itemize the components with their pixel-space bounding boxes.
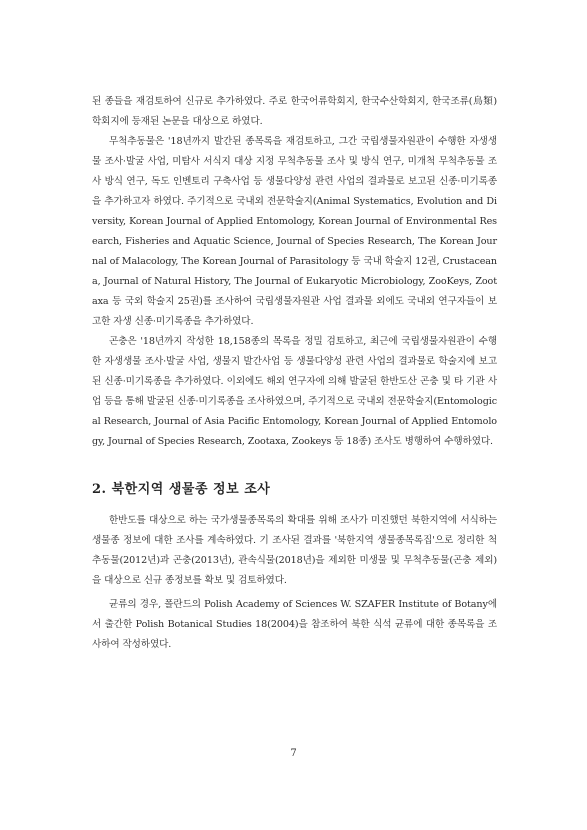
paragraph-vertebrate-sources: 된 종들을 재검토하여 신규로 추가하였다. 주로 한국어류학회지, 한국수산학회지, 한국조류(鳥類)학회지에 등재된 논문을 대상으로 하였다. xyxy=(92,96,497,127)
paragraph-fungi: 균류의 경우, 폴란드의 Polish Academy of Sciences W. SZAFER Institute of Botany에서 출간한 Polish Botanical Studies 18(2004)을 참조하여 북한 식석 균류에 대한 종목록을 조사하여 작성하였다. xyxy=(92,599,497,650)
document-page xyxy=(92,92,497,655)
page-number: 7 xyxy=(290,748,297,759)
section-title: 2. 북한지역 생물종 정보 조사 xyxy=(92,482,271,497)
paragraph-insects: 곤충은 '18년까지 작성한 18,158종의 목록을 정밀 검토하고, 최근에 국립생물자원관이 수행한 자생생물 조사·발굴 사업, 생물지 발간사업 등 생물다양성 관련 사업의 결과물로 학술지에 보고된 신종·미기록종을 추가하였다. 이외에도 해외 연구자에 의해 발굴된 한반도산 곤충 및 타 기관 사업 등을 통해 발굴된 신종·미기록종을 조사하였으며, 주기적으로 국내외 전문학술지(Entomological Research, Journal of Asia Pacific Entomology, Korean Journal of Applied Entomology, Journal of Species Research, Zootaxa, Zookeys 등 18종) 조사도 병행하여 수행하였다. xyxy=(92,336,497,447)
paragraph-north-korea-survey: 한반도를 대상으로 하는 국가생물종목록의 확대를 위해 조사가 미진했던 북한지역에 서식하는 생물종 정보에 대한 조사를 계속하였다. 기 조사된 결과를 '북한지역 생물종목록집'으로 정리한 척추동물(2012년)과 곤충(2013년), 관속식물(2018년)을 제외한 미생물 및 무척추동물(곤충 제외)을 대상으로 신규 종정보를 확보 및 검토하였다. xyxy=(92,515,497,586)
paragraph-invertebrates: 무척추동물은 '18년까지 발간된 종목록을 재검토하고, 그간 국립생물자원관이 수행한 자생생물 조사·발굴 사업, 미탐사 서식지 대상 지정 무척추동물 조사 및 방식 연구, 미개척 무척추동물 조사 방식 연구, 독도 인벤토리 구축사업 등 생물다양성 관련 사업의 결과물로 보고된 신종·미기록종을 추가하고자 하였다. 주기적으로 국내외 전문학술지(Animal Systematics, Evolution and Diversity, Korean Journal of Applied Entomology, Korean Journal of Environmental Research, Fisheries and Aquatic Science, Journal of Species Research, The Korean Journal of Malacology, The Korean Journal of Parasitology 등 국내 학술지 12권, Crustaceana, Journal of Natural History, The Journal of Eukaryotic Microbiology, ZooKeys, Zootaxa 등 국외 학술지 25권)를 조사하여 국립생물자원관 사업 결과물 외에도 국내외 연구자들이 보고한 자생 신종·미기록종을 추가하였다. xyxy=(92,136,497,327)
